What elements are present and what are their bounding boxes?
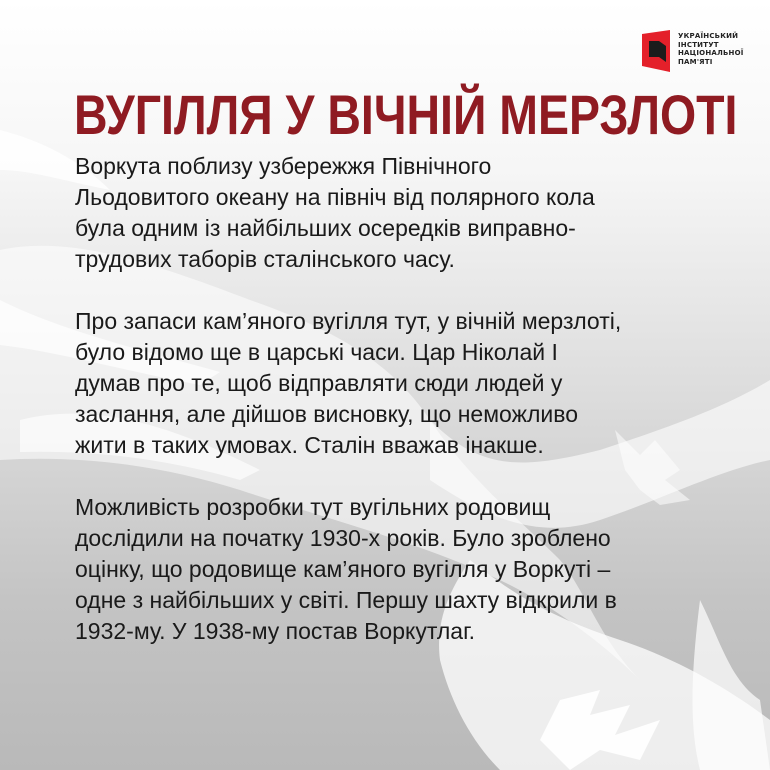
logo-text-line: ПАМ'ЯТІ <box>678 57 713 66</box>
paragraph: Про запаси кам’яного вугілля тут, у вічній мерзлоті, було відомо ще в царські часи. Цар Ніколай І думав про те, щоб відправляти сюди людей у заслання, але дійшов висновку, що неможливо жити в таких умовах. Сталін вважав інакше. <box>75 308 622 458</box>
paragraph: Воркута поблизу узбережжя Північного Льодовитого океану на північ від полярного кола була одним із найбільших осередків виправно- трудових таборів сталінського часу. <box>75 153 595 272</box>
paragraph: Можливість розробки тут вугільних родовищ дослідили на початку 1930-х років. Було зроблено оцінку, що родовище кам’яного вугілля у Воркуті – одне з найбільших у світі. Першу шахту відкрили в 1932-му. У 1938-му постав Воркутлаг. <box>75 494 617 644</box>
institute-logo-text <box>678 32 768 66</box>
logo-text-line: НАЦІОНАЛЬНОЇ <box>678 49 744 57</box>
logo-text-line: УКРАЇНСЬКИЙ <box>678 32 739 40</box>
page-title: ВУГІЛЛЯ У ВІЧНІЙ МЕРЗЛОТІ <box>74 83 738 146</box>
institute-logo-mark-icon <box>640 30 672 72</box>
logo-text-line: ІНСТИТУТ <box>678 40 719 49</box>
institute-logo <box>640 30 768 72</box>
article-body <box>75 151 725 678</box>
